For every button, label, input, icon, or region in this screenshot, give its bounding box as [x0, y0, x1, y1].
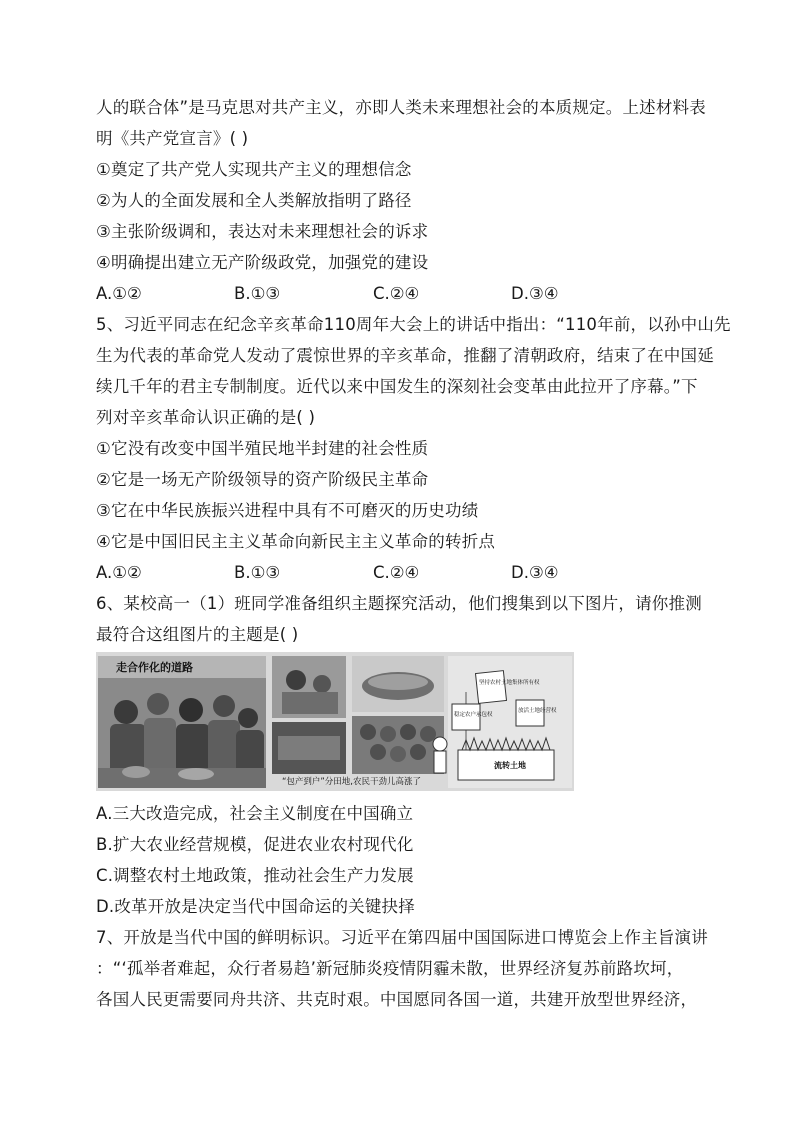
q7-stem-line-2: ：“‘孤举者难起，众行者易趋’新冠肺炎疫情阴霾未散，世界经济复苏前路坎坷， — [96, 959, 684, 978]
q4-item-4: ④明确提出建立无产阶级政党，加强党的建设 — [96, 253, 429, 272]
q5-stem-line-4: 列对辛亥革命认识正确的是( ) — [96, 408, 316, 427]
q5-item-2: ②它是一场无产阶级领导的资产阶级民主革命 — [96, 470, 429, 489]
q5-stem-line-2: 生为代表的革命党人发动了震惊世界的辛亥革命，推翻了清朝政府，结束了在中国延 — [96, 346, 714, 365]
q6-figure — [96, 652, 574, 791]
q6-option-b[interactable]: B.扩大农业经营规模，促进农业农村现代化 — [96, 835, 414, 854]
panel-household-responsibility — [272, 656, 444, 787]
q7-stem-line-1: 7、开放是当代中国的鲜明标识。习近平在第四届中国国际进口博览会上作主旨演讲 — [96, 928, 708, 947]
q4-option-d[interactable]: D.③④ — [511, 284, 559, 303]
panel1-title: 走合作化的道路 — [116, 661, 193, 674]
panel-cooperative-poster — [98, 656, 266, 788]
q5-item-1: ①它没有改变中国半殖民地半封建的社会性质 — [96, 439, 429, 458]
q5-option-a[interactable]: A.①② — [96, 563, 142, 582]
panel3-sign-2: 稳定农户承包权 — [454, 712, 493, 718]
q4-option-b[interactable]: B.①③ — [234, 284, 281, 303]
q5-stem-line-1: 5、习近平同志在纪念辛亥革命110周年大会上的讲话中指出：“110年前，以孙中山先 — [96, 315, 731, 334]
q6-option-a[interactable]: A.三大改造完成，社会主义制度在中国确立 — [96, 804, 414, 823]
q5-option-b[interactable]: B.①③ — [234, 563, 281, 582]
q4-item-3: ③主张阶级调和，表达对未来理想社会的诉求 — [96, 222, 429, 241]
q5-stem-line-3: 续几千年的君主专制制度。近代以来中国发生的深刻社会变革由此拉开了序幕。”下 — [96, 377, 698, 396]
q7-stem-line-3: 各国人民更需要同舟共济、共克时艰。中国愿同各国一道，共建开放型世界经济， — [96, 990, 698, 1009]
q6-figure-illustration — [96, 652, 574, 791]
q4-stem-line-2: 明《共产党宣言》( ) — [96, 129, 249, 148]
panel-land-transfer — [433, 656, 572, 788]
panel3-label: 流转土地 — [494, 761, 526, 770]
q6-option-c[interactable]: C.调整农村土地政策，推动社会生产力发展 — [96, 866, 414, 885]
q4-item-2: ②为人的全面发展和全人类解放指明了路径 — [96, 191, 412, 210]
q6-stem-line-2: 最符合这组图片的主题是( ) — [96, 625, 299, 644]
q4-option-a[interactable]: A.①② — [96, 284, 142, 303]
q5-item-3: ③它在中华民族振兴进程中具有不可磨灭的历史功绩 — [96, 501, 479, 520]
panel3-sign-3: 放活土地经营权 — [518, 708, 557, 714]
q5-option-d[interactable]: D.③④ — [511, 563, 559, 582]
q4-stem-line-1: 人的联合体”是马克思对共产主义，亦即人类未来理想社会的本质规定。上述材料表 — [96, 98, 706, 117]
panel3-sign-1: 坚持农村土地集体所有权 — [479, 680, 540, 686]
q6-option-d[interactable]: D.改革开放是决定当代中国命运的关键抉择 — [96, 897, 415, 916]
panel2-caption: “包产到户”分田地,农民干劲儿高涨了 — [282, 777, 422, 787]
q6-stem-line-1: 6、某校高一（1）班同学准备组织主题探究活动，他们搜集到以下图片，请你推测 — [96, 594, 702, 613]
q4-item-1: ①奠定了共产党人实现共产主义的理想信念 — [96, 160, 412, 179]
q5-option-c[interactable]: C.②④ — [373, 563, 420, 582]
q5-item-4: ④它是中国旧民主主义革命向新民主主义革命的转折点 — [96, 532, 496, 551]
q4-option-c[interactable]: C.②④ — [373, 284, 420, 303]
